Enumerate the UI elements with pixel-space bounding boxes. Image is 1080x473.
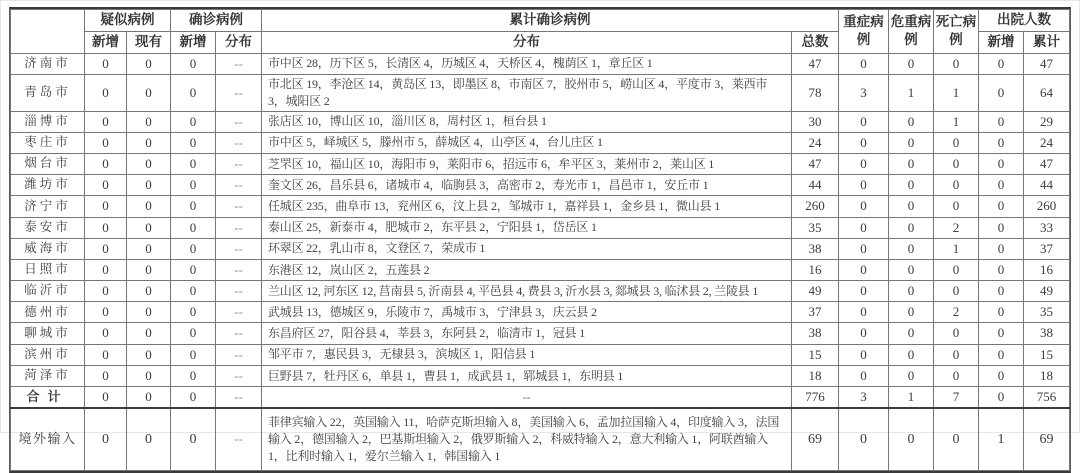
case-table-frame xyxy=(9,7,1071,473)
cumulative-dist-cell: 任城区 235，曲阜市 13，兖州区 6，汶上县 2，邹城市 1，嘉祥县 1，金乡县 1，微山县 1 xyxy=(262,196,792,217)
cumulative-group-header: 累计确诊病例 xyxy=(262,10,839,32)
death-cases-cell: 1 xyxy=(934,74,979,111)
severe-cases-cell: 0 xyxy=(839,111,889,132)
city-name-cell: 淄博市 xyxy=(11,111,85,132)
confirmed-new-cell: 0 xyxy=(171,259,216,280)
discharged-new-cell: 0 xyxy=(979,302,1024,323)
confirmed-dist-cell: -- xyxy=(216,74,262,111)
severe-cases-cell: 0 xyxy=(839,153,889,174)
table-row xyxy=(11,344,1070,365)
city-name-cell: 济宁市 xyxy=(11,196,85,217)
confirmed-new-cell: 0 xyxy=(171,175,216,196)
table-header xyxy=(11,10,1070,54)
discharged-new-cell: 0 xyxy=(979,111,1024,132)
critical-cases-cell: 0 xyxy=(889,365,934,386)
table-row xyxy=(11,408,1070,470)
cumulative-dist-cell: 兰山区 12, 河东区 12, 莒南县 5, 沂南县 4, 平邑县 4, 费县 3, 沂水县 3, 郯城县 3, 临沭县 2, 兰陵县 1 xyxy=(262,281,792,302)
discharged-cum-cell: 33 xyxy=(1024,217,1070,238)
suspected-new-cell: 0 xyxy=(85,53,127,74)
table-row xyxy=(11,153,1070,174)
cumulative-total-cell: 776 xyxy=(792,387,839,409)
table-row xyxy=(11,281,1070,302)
discharged-cum-cell: 16 xyxy=(1024,259,1070,280)
cumulative-total-cell: 49 xyxy=(792,281,839,302)
discharged-cum-cell: 15 xyxy=(1024,344,1070,365)
confirmed-new-cell: 0 xyxy=(171,53,216,74)
critical-cases-cell: 0 xyxy=(889,281,934,302)
discharged-group-header: 出院人数 xyxy=(979,10,1070,32)
table-row xyxy=(11,302,1070,323)
suspected-new-cell: 0 xyxy=(85,196,127,217)
suspected-current-cell: 0 xyxy=(127,153,171,174)
confirmed-new-cell: 0 xyxy=(171,153,216,174)
severe-cases-cell: 3 xyxy=(839,387,889,409)
critical-cases-cell: 0 xyxy=(889,302,934,323)
severe-cases-cell: 0 xyxy=(839,132,889,153)
suspected-current-cell: 0 xyxy=(127,302,171,323)
city-name-cell: 威海市 xyxy=(11,238,85,259)
header-row-groups xyxy=(11,10,1070,32)
suspected-current-cell: 0 xyxy=(127,111,171,132)
cumulative-total-cell: 260 xyxy=(792,196,839,217)
city-name-cell: 聊城市 xyxy=(11,323,85,344)
table-row xyxy=(11,175,1070,196)
table-row xyxy=(11,259,1070,280)
death-cases-cell: 0 xyxy=(934,153,979,174)
confirmed-dist-cell: -- xyxy=(216,365,262,386)
cumulative-dist-cell: 环翠区 22，乳山市 8，文登区 7，荣成市 1 xyxy=(262,238,792,259)
suspected-new-cell: 0 xyxy=(85,259,127,280)
cumulative-total-cell: 47 xyxy=(792,53,839,74)
city-name-cell: 日照市 xyxy=(11,259,85,280)
death-cases-cell: 0 xyxy=(934,408,979,470)
severe-cases-header: 重症病例 xyxy=(839,10,889,54)
cumulative-dist-cell: 芝罘区 10，福山区 10，海阳市 9，莱阳市 6，招远市 6，牟平区 3，莱州市 2，莱山区 1 xyxy=(262,153,792,174)
suspected-new-cell: 0 xyxy=(85,344,127,365)
table-row xyxy=(11,365,1070,386)
discharged-cum-cell: 29 xyxy=(1024,111,1070,132)
critical-cases-cell: 0 xyxy=(889,259,934,280)
suspected-new-cell: 0 xyxy=(85,74,127,111)
suspected-new-cell: 0 xyxy=(85,387,127,409)
table-row xyxy=(11,238,1070,259)
critical-cases-cell: 0 xyxy=(889,196,934,217)
city-name-cell: 烟台市 xyxy=(11,153,85,174)
confirmed-dist-cell: -- xyxy=(216,408,262,470)
cumulative-total-cell: 78 xyxy=(792,74,839,111)
severe-cases-cell: 0 xyxy=(839,259,889,280)
table-body xyxy=(11,53,1070,470)
suspected-new-cell: 0 xyxy=(85,408,127,470)
death-cases-cell: 2 xyxy=(934,217,979,238)
discharged-cum-cell: 24 xyxy=(1024,132,1070,153)
confirmed-dist-cell: -- xyxy=(216,344,262,365)
suspected-current-cell: 0 xyxy=(127,281,171,302)
city-name-cell: 境外输入 xyxy=(11,408,85,470)
confirmed-dist-cell: -- xyxy=(216,111,262,132)
confirmed-dist-cell: -- xyxy=(216,217,262,238)
suspected-current-header: 现有 xyxy=(127,31,171,53)
confirmed-dist-cell: -- xyxy=(216,323,262,344)
discharged-new-header: 新增 xyxy=(979,31,1024,53)
severe-cases-cell: 0 xyxy=(839,196,889,217)
discharged-cum-cell: 37 xyxy=(1024,238,1070,259)
discharged-cum-header: 累计 xyxy=(1024,31,1070,53)
confirmed-dist-cell: -- xyxy=(216,196,262,217)
critical-cases-cell: 0 xyxy=(889,153,934,174)
critical-cases-cell: 1 xyxy=(889,387,934,409)
confirmed-dist-cell: -- xyxy=(216,302,262,323)
critical-cases-cell: 1 xyxy=(889,74,934,111)
critical-cases-cell: 0 xyxy=(889,344,934,365)
suspected-new-header: 新增 xyxy=(85,31,127,53)
death-cases-cell: 1 xyxy=(934,111,979,132)
severe-cases-cell: 0 xyxy=(839,281,889,302)
confirmed-new-cell: 0 xyxy=(171,281,216,302)
confirmed-new-cell: 0 xyxy=(171,74,216,111)
cumulative-dist-cell: 巨野县 7，牡丹区 6，单县 1，曹县 1，成武县 1，郓城县 1，东明县 1 xyxy=(262,365,792,386)
cumulative-dist-cell: 武城县 13，德城区 9，乐陵市 7，禹城市 3，宁津县 3，庆云县 2 xyxy=(262,302,792,323)
city-name-cell: 菏泽市 xyxy=(11,365,85,386)
discharged-cum-cell: 49 xyxy=(1024,281,1070,302)
cumulative-dist-cell: 奎文区 26，昌乐县 6，诸城市 4，临朐县 3，高密市 2，寿光市 1，昌邑市 1，安丘市 1 xyxy=(262,175,792,196)
confirmed-dist-cell: -- xyxy=(216,259,262,280)
city-name-cell: 泰安市 xyxy=(11,217,85,238)
cumulative-dist-cell: -- xyxy=(262,387,792,409)
suspected-new-cell: 0 xyxy=(85,302,127,323)
cumulative-dist-cell: 市中区 28，历下区 5，长清区 4，历城区 4，天桥区 4，槐荫区 1，章丘区 1 xyxy=(262,53,792,74)
suspected-current-cell: 0 xyxy=(127,132,171,153)
confirmed-new-cell: 0 xyxy=(171,387,216,409)
suspected-current-cell: 0 xyxy=(127,53,171,74)
suspected-current-cell: 0 xyxy=(127,175,171,196)
suspected-new-cell: 0 xyxy=(85,175,127,196)
death-cases-cell: 0 xyxy=(934,53,979,74)
confirmed-new-cell: 0 xyxy=(171,323,216,344)
discharged-new-cell: 0 xyxy=(979,387,1024,409)
suspected-new-cell: 0 xyxy=(85,365,127,386)
case-statistics-table xyxy=(10,9,1070,471)
discharged-new-cell: 0 xyxy=(979,238,1024,259)
cumulative-total-cell: 38 xyxy=(792,238,839,259)
discharged-cum-cell: 38 xyxy=(1024,323,1070,344)
cumulative-total-cell: 24 xyxy=(792,132,839,153)
discharged-new-cell: 0 xyxy=(979,259,1024,280)
severe-cases-cell: 0 xyxy=(839,302,889,323)
cumulative-total-cell: 30 xyxy=(792,111,839,132)
confirmed-new-cell: 0 xyxy=(171,111,216,132)
cumulative-total-cell: 15 xyxy=(792,344,839,365)
discharged-cum-cell: 47 xyxy=(1024,53,1070,74)
critical-cases-cell: 0 xyxy=(889,175,934,196)
death-cases-cell: 1 xyxy=(934,238,979,259)
cumulative-dist-cell: 市北区 19，李沧区 14，黄岛区 13，即墨区 8，市南区 7，胶州市 5，崂山区 4，平度市 3，莱西市 3，城阳区 2 xyxy=(262,74,792,111)
discharged-new-cell: 0 xyxy=(979,365,1024,386)
cumulative-total-cell: 44 xyxy=(792,175,839,196)
severe-cases-cell: 0 xyxy=(839,217,889,238)
cumulative-dist-cell: 东港区 12，岚山区 2，五莲县 2 xyxy=(262,259,792,280)
confirmed-dist-cell: -- xyxy=(216,175,262,196)
confirmed-dist-cell: -- xyxy=(216,238,262,259)
severe-cases-cell: 0 xyxy=(839,408,889,470)
suspected-new-cell: 0 xyxy=(85,132,127,153)
city-name-cell: 青岛市 xyxy=(11,74,85,111)
suspected-current-cell: 0 xyxy=(127,238,171,259)
discharged-cum-cell: 260 xyxy=(1024,196,1070,217)
critical-cases-cell: 0 xyxy=(889,132,934,153)
confirmed-dist-cell: -- xyxy=(216,132,262,153)
table-row xyxy=(11,217,1070,238)
discharged-cum-cell: 18 xyxy=(1024,365,1070,386)
table-row xyxy=(11,323,1070,344)
discharged-cum-cell: 69 xyxy=(1024,408,1070,470)
discharged-cum-cell: 756 xyxy=(1024,387,1070,409)
suspected-current-cell: 0 xyxy=(127,217,171,238)
table-row xyxy=(11,111,1070,132)
death-cases-cell: 0 xyxy=(934,281,979,302)
confirmed-new-cell: 0 xyxy=(171,365,216,386)
table-row xyxy=(11,53,1070,74)
critical-cases-cell: 0 xyxy=(889,217,934,238)
confirmed-new-cell: 0 xyxy=(171,217,216,238)
cumulative-total-cell: 37 xyxy=(792,302,839,323)
death-cases-cell: 0 xyxy=(934,365,979,386)
confirmed-new-cell: 0 xyxy=(171,344,216,365)
suspected-new-cell: 0 xyxy=(85,111,127,132)
critical-cases-header: 危重病例 xyxy=(889,10,934,54)
cumulative-total-cell: 69 xyxy=(792,408,839,470)
severe-cases-cell: 0 xyxy=(839,238,889,259)
critical-cases-cell: 0 xyxy=(889,408,934,470)
cumulative-dist-cell: 东昌府区 27，阳谷县 4，莘县 3，东阿县 2，临清市 1，冠县 1 xyxy=(262,323,792,344)
confirmed-new-cell: 0 xyxy=(171,238,216,259)
suspected-current-cell: 0 xyxy=(127,259,171,280)
cumulative-total-cell: 38 xyxy=(792,323,839,344)
suspected-current-cell: 0 xyxy=(127,344,171,365)
confirmed-new-cell: 0 xyxy=(171,196,216,217)
death-cases-cell: 0 xyxy=(934,323,979,344)
suspected-new-cell: 0 xyxy=(85,153,127,174)
confirmed-dist-header: 分布 xyxy=(216,31,262,53)
confirmed-new-cell: 0 xyxy=(171,408,216,470)
critical-cases-cell: 0 xyxy=(889,323,934,344)
city-name-cell: 滨州市 xyxy=(11,344,85,365)
suspected-current-cell: 0 xyxy=(127,74,171,111)
critical-cases-cell: 0 xyxy=(889,238,934,259)
death-cases-cell: 0 xyxy=(934,196,979,217)
suspected-current-cell: 0 xyxy=(127,408,171,470)
suspected-new-cell: 0 xyxy=(85,217,127,238)
severe-cases-cell: 0 xyxy=(839,365,889,386)
severe-cases-cell: 3 xyxy=(839,74,889,111)
table-row xyxy=(11,196,1070,217)
city-name-cell: 临沂市 xyxy=(11,281,85,302)
discharged-new-cell: 0 xyxy=(979,323,1024,344)
suspected-new-cell: 0 xyxy=(85,238,127,259)
discharged-new-cell: 0 xyxy=(979,344,1024,365)
severe-cases-cell: 0 xyxy=(839,53,889,74)
city-name-cell: 合计 xyxy=(11,387,85,409)
discharged-new-cell: 0 xyxy=(979,132,1024,153)
cumulative-dist-cell: 邹平市 7，惠民县 3，无棣县 3，滨城区 1，阳信县 1 xyxy=(262,344,792,365)
discharged-new-cell: 0 xyxy=(979,175,1024,196)
confirmed-new-cell: 0 xyxy=(171,302,216,323)
cumulative-dist-cell: 市中区 5，峄城区 5，滕州市 5，薛城区 4，山亭区 4，台儿庄区 1 xyxy=(262,132,792,153)
suspected-current-cell: 0 xyxy=(127,196,171,217)
city-column-header xyxy=(11,10,85,54)
cumulative-dist-header: 分布 xyxy=(262,31,792,53)
city-name-cell: 济南市 xyxy=(11,53,85,74)
suspected-current-cell: 0 xyxy=(127,365,171,386)
cumulative-total-cell: 16 xyxy=(792,259,839,280)
cumulative-dist-cell: 菲律宾输入 22，英国输入 11，哈萨克斯坦输入 8，美国输入 6，孟加拉国输入 4，印度输入 3，法国输入 2，德国输入 2，巴基斯坦输入 2，俄罗斯输入 2，科威特输入 2，意大利输入 1，阿联酋输入 1，比利时输入 1，爱尔兰输入 1，韩国输入 1 xyxy=(262,408,792,470)
severe-cases-cell: 0 xyxy=(839,175,889,196)
confirmed-dist-cell: -- xyxy=(216,153,262,174)
death-cases-cell: 7 xyxy=(934,387,979,409)
discharged-new-cell: 0 xyxy=(979,153,1024,174)
death-cases-header: 死亡病例 xyxy=(934,10,979,54)
confirmed-new-header: 新增 xyxy=(171,31,216,53)
cumulative-total-cell: 18 xyxy=(792,365,839,386)
suspected-new-cell: 0 xyxy=(85,281,127,302)
suspected-group-header: 疑似病例 xyxy=(85,10,171,32)
confirmed-dist-cell: -- xyxy=(216,387,262,409)
city-name-cell: 枣庄市 xyxy=(11,132,85,153)
cumulative-total-cell: 47 xyxy=(792,153,839,174)
suspected-current-cell: 0 xyxy=(127,387,171,409)
severe-cases-cell: 0 xyxy=(839,344,889,365)
severe-cases-cell: 0 xyxy=(839,323,889,344)
death-cases-cell: 2 xyxy=(934,302,979,323)
cumulative-dist-cell: 张店区 10，博山区 10，淄川区 8，周村区 1，桓台县 1 xyxy=(262,111,792,132)
discharged-new-cell: 0 xyxy=(979,74,1024,111)
suspected-new-cell: 0 xyxy=(85,323,127,344)
death-cases-cell: 0 xyxy=(934,259,979,280)
cumulative-total-header: 总数 xyxy=(792,31,839,53)
discharged-new-cell: 0 xyxy=(979,196,1024,217)
critical-cases-cell: 0 xyxy=(889,53,934,74)
suspected-current-cell: 0 xyxy=(127,323,171,344)
cumulative-total-cell: 35 xyxy=(792,217,839,238)
critical-cases-cell: 0 xyxy=(889,111,934,132)
discharged-cum-cell: 47 xyxy=(1024,153,1070,174)
table-row xyxy=(11,387,1070,409)
discharged-cum-cell: 64 xyxy=(1024,74,1070,111)
city-name-cell: 潍坊市 xyxy=(11,175,85,196)
discharged-new-cell: 0 xyxy=(979,281,1024,302)
city-name-cell: 德州市 xyxy=(11,302,85,323)
discharged-new-cell: 0 xyxy=(979,217,1024,238)
confirmed-dist-cell: -- xyxy=(216,53,262,74)
discharged-new-cell: 0 xyxy=(979,53,1024,74)
discharged-cum-cell: 35 xyxy=(1024,302,1070,323)
death-cases-cell: 0 xyxy=(934,132,979,153)
discharged-cum-cell: 44 xyxy=(1024,175,1070,196)
cumulative-dist-cell: 泰山区 25，新泰市 4，肥城市 2，东平县 2，宁阳县 1，岱岳区 1 xyxy=(262,217,792,238)
table-row xyxy=(11,74,1070,111)
confirmed-dist-cell: -- xyxy=(216,281,262,302)
discharged-new-cell: 1 xyxy=(979,408,1024,470)
confirmed-new-cell: 0 xyxy=(171,132,216,153)
table-row xyxy=(11,132,1070,153)
death-cases-cell: 0 xyxy=(934,344,979,365)
death-cases-cell: 0 xyxy=(934,175,979,196)
confirmed-group-header: 确诊病例 xyxy=(171,10,262,32)
